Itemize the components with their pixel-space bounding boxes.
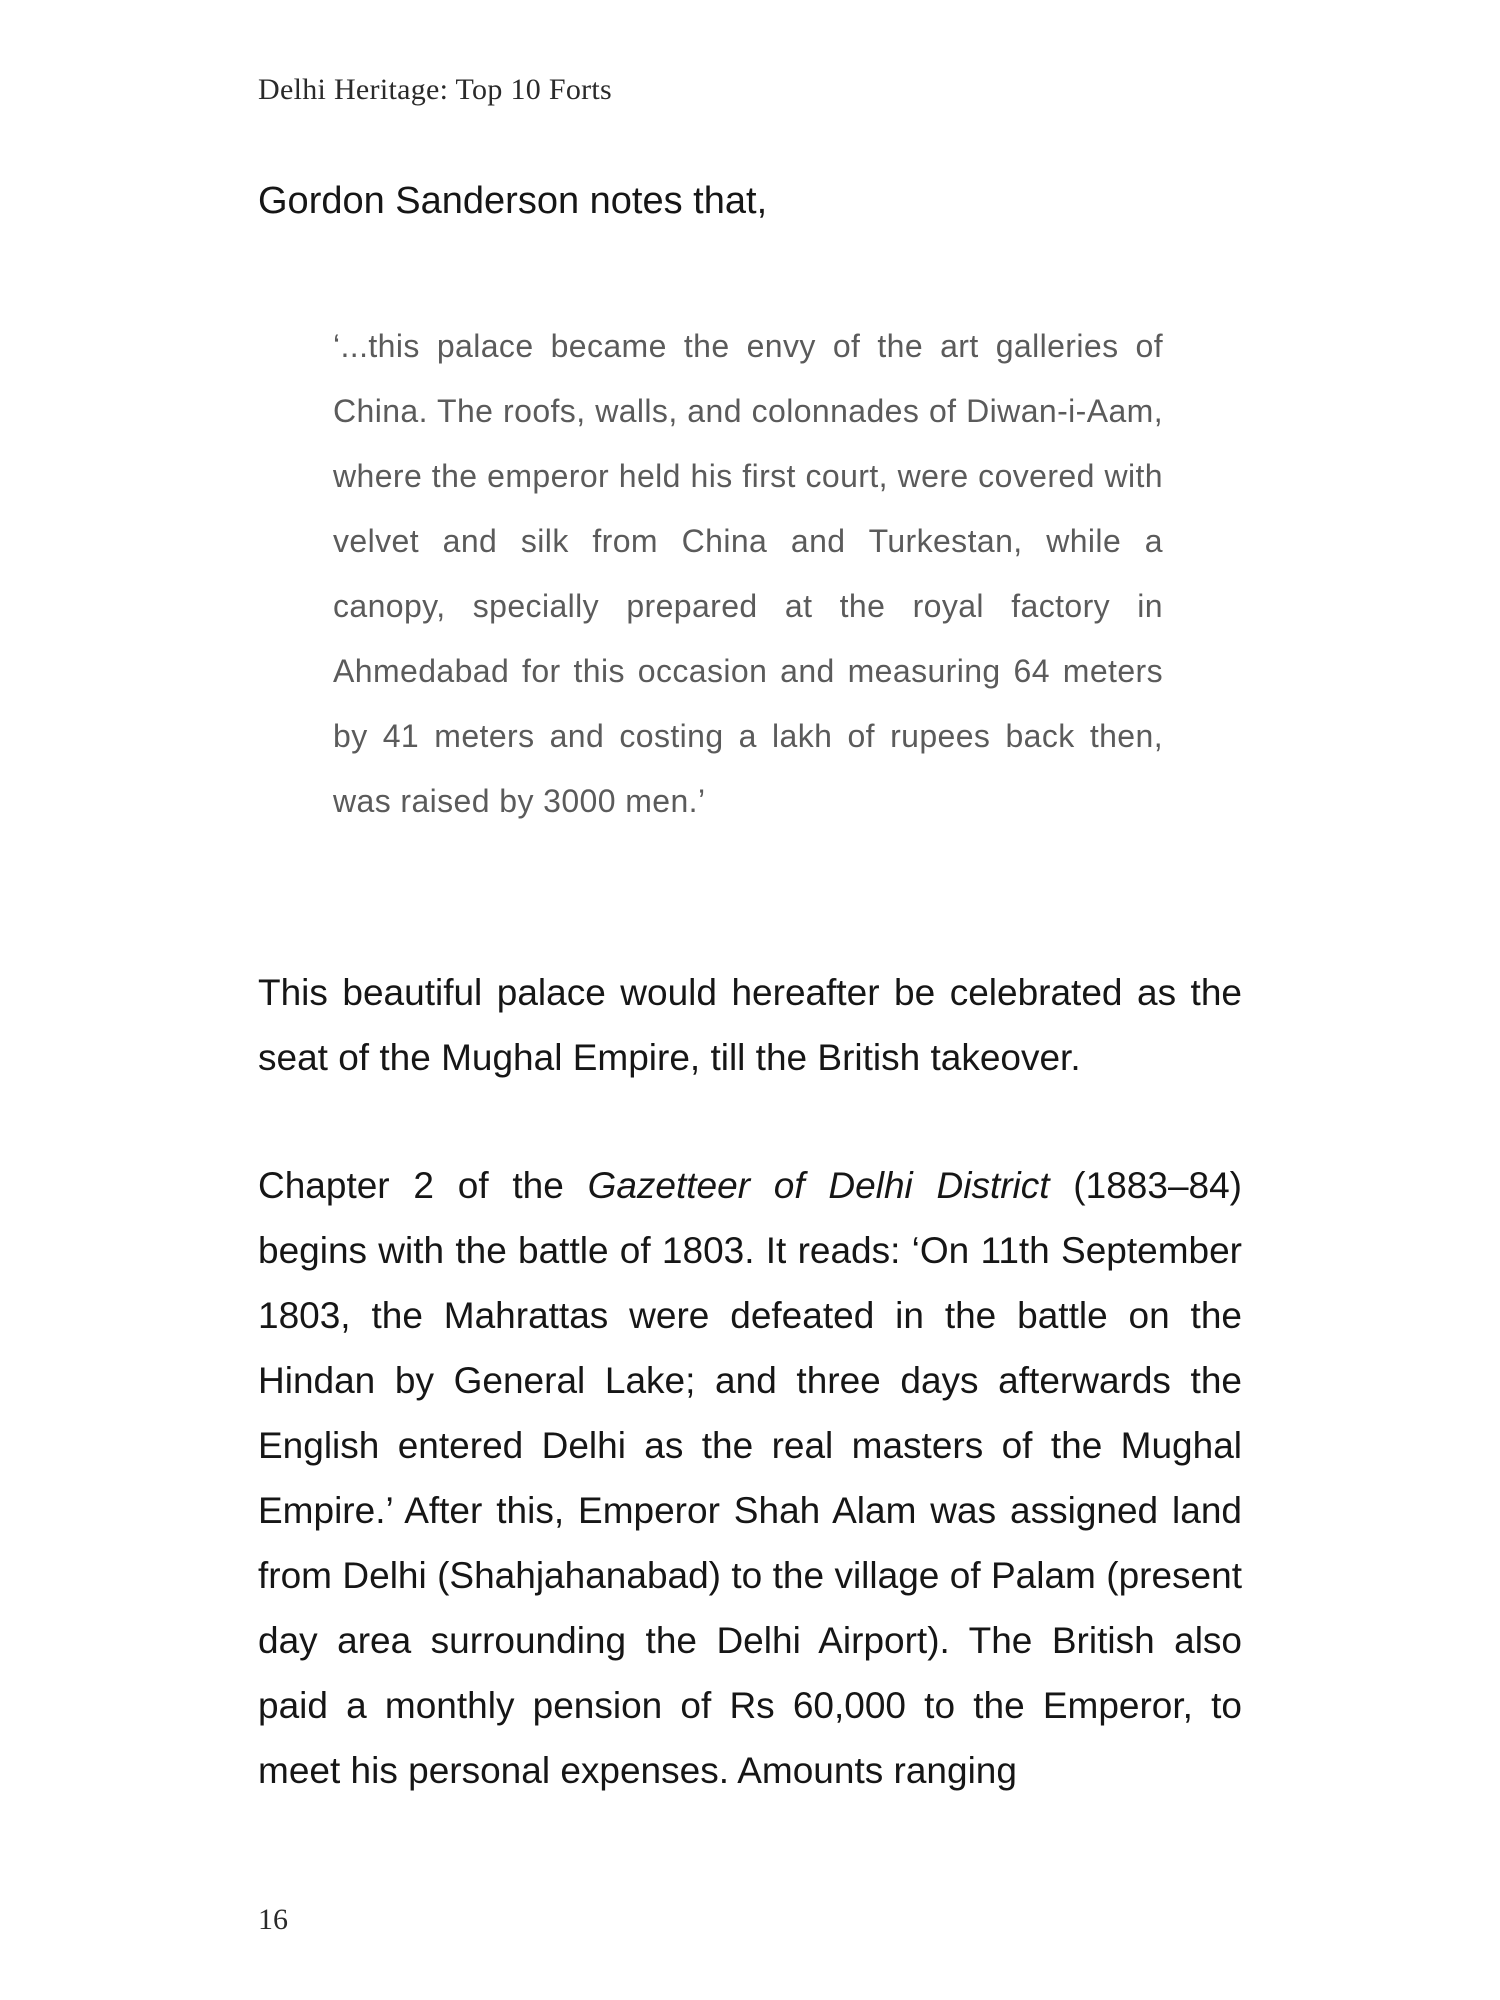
lead-sentence: Gordon Sanderson notes that,: [258, 180, 768, 222]
running-head: Delhi Heritage: Top 10 Forts: [258, 73, 613, 106]
paragraph-gazetteer: [258, 1153, 1242, 1803]
paragraph-gazetteer-body: (1883–84) begins with the battle of 1803. It reads: ‘On 11th September 1803, the Mahrattas were defeated in the battle on the Hindan by General Lake; and three days afterwards the English entered Delhi as the real masters of the Mughal Empire.’ After this, Emperor Shah Alam was assigned land from Delhi (Shahjahanabad) to the village of Palam (present day area surrounding the Delhi Airport). The British also paid a monthly pension of Rs 60,000 to the Emperor, to meet his personal expenses. Amounts ranging: [258, 1165, 1242, 1791]
gazetteer-title: Gazetteer of Delhi District: [587, 1165, 1050, 1206]
page-number: 16: [258, 1903, 288, 1936]
paragraph-palace: This beautiful palace would hereafter be celebrated as the seat of the Mughal Empire, till the British takeover.: [258, 972, 1242, 1078]
block-quote: ‘...this palace became the envy of the art galleries of China. The roofs, walls, and colonnades of Diwan-i-Aam, where the emperor held his first court, were covered with velvet and silk from China and Turkestan, while a canopy, specially prepared at the royal factory in Ahmedabad for this occasion and measuring 64 meters by 41 meters and costing a lakh of rupees back then, was raised by 3000 men.’: [333, 328, 1163, 819]
paragraph-gazetteer-opening: Chapter 2 of the: [258, 1165, 588, 1206]
